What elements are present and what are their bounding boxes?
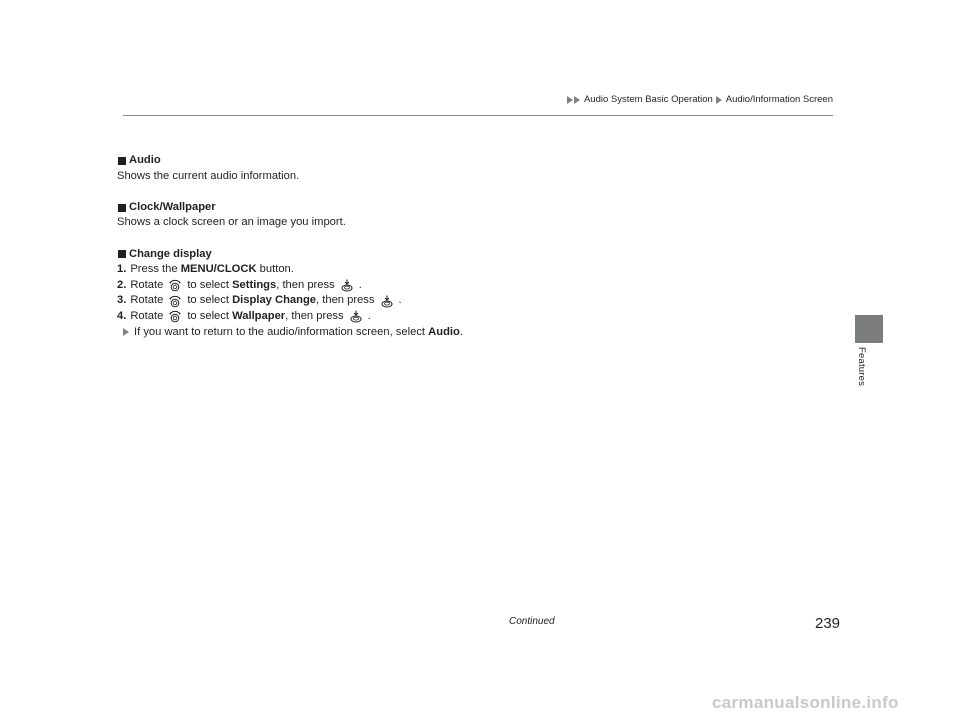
step-text: button. <box>259 263 294 276</box>
page-number: 239 <box>815 615 841 632</box>
step-item <box>117 293 817 309</box>
press-knob-icon <box>340 279 354 292</box>
main-content <box>117 153 817 340</box>
step-text: Press the <box>130 263 178 276</box>
note-keyword: Audio <box>428 325 460 338</box>
step-note <box>117 325 817 341</box>
bullet-square-icon <box>118 204 126 212</box>
section-text: Shows the current audio information. <box>117 169 300 182</box>
chapter-tab-label: Features <box>856 347 867 387</box>
step-text: . <box>367 309 371 322</box>
step-item <box>117 262 817 278</box>
step-text: to select <box>187 294 229 307</box>
section-heading <box>117 247 817 263</box>
breadcrumb-item[interactable]: Audio/Information Screen <box>725 94 833 105</box>
rotate-knob-icon <box>168 310 182 323</box>
section-heading-label: Clock/Wallpaper <box>129 200 216 213</box>
note-arrow-icon <box>123 328 129 336</box>
breadcrumb-arrow-icon <box>574 96 580 104</box>
rotate-knob-icon <box>168 279 182 292</box>
step-text: , then press <box>316 294 375 307</box>
note-text: . <box>459 325 463 338</box>
header-rule <box>123 115 833 116</box>
section-text: Shows a clock screen or an image you import. <box>117 216 346 229</box>
breadcrumb <box>567 94 833 105</box>
step-text: Rotate <box>130 309 164 322</box>
step-item <box>117 278 817 294</box>
step-text: . <box>358 278 362 291</box>
breadcrumb-item[interactable]: Audio System Basic Operation <box>583 94 713 105</box>
step-text: . <box>398 294 402 307</box>
step-keyword: Wallpaper <box>232 309 286 322</box>
chapter-tab <box>855 315 883 343</box>
step-number: 3. <box>117 294 127 307</box>
step-text: Rotate <box>130 294 164 307</box>
step-text: to select <box>187 309 229 322</box>
section-heading <box>117 200 817 216</box>
step-text: , then press <box>285 309 344 322</box>
press-knob-icon <box>380 295 394 308</box>
section-heading-label: Audio <box>129 154 161 166</box>
step-text: , then press <box>276 278 335 291</box>
step-item <box>117 309 817 325</box>
step-keyword: Display Change <box>232 294 317 307</box>
step-number: 2. <box>117 278 127 291</box>
step-number: 4. <box>117 309 127 322</box>
continued-label: Continued <box>509 616 555 627</box>
step-text: to select <box>187 278 229 291</box>
watermark: carmanualsonline.info <box>712 693 899 712</box>
section-heading <box>117 153 817 169</box>
note-text: If you want to return to the audio/information screen, select <box>134 325 426 338</box>
bullet-square-icon <box>118 157 126 165</box>
press-knob-icon <box>349 310 363 323</box>
step-keyword: Settings <box>232 278 277 291</box>
step-number: 1. <box>117 263 127 276</box>
section-heading-label: Change display <box>129 247 212 260</box>
rotate-knob-icon <box>168 295 182 308</box>
step-text: Rotate <box>130 278 164 291</box>
bullet-square-icon <box>118 250 126 258</box>
step-keyword: MENU/CLOCK <box>180 263 257 276</box>
breadcrumb-arrow-icon <box>716 96 722 104</box>
breadcrumb-arrow-icon <box>567 96 573 104</box>
